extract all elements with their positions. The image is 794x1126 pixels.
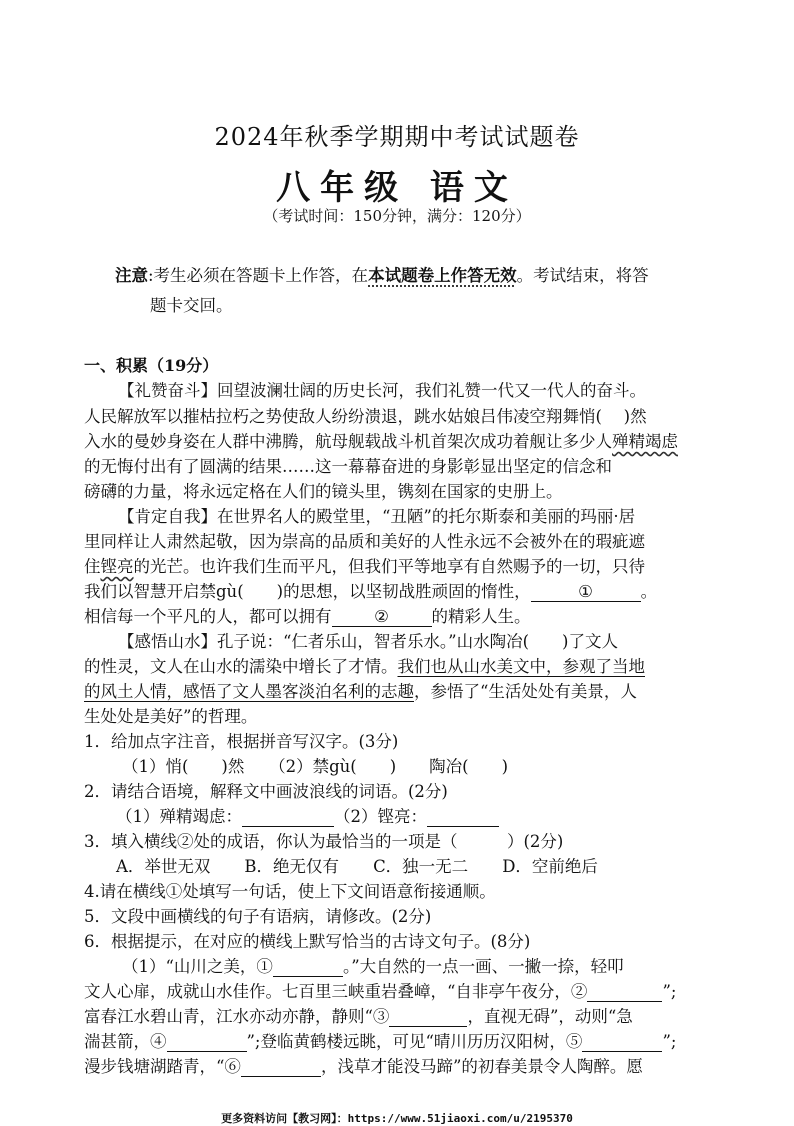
subject-title: 八年级 语文: [276, 168, 518, 208]
notice-line-1: 注意:考生必须在答题卡上作答，在本试题卷上作答无效。考试结束，将答: [115, 266, 649, 285]
para1-line1: 【礼赞奋斗】回望波澜壮阔的历史长河，我们礼赞一代又一代人的奋斗。: [118, 381, 646, 400]
notice-label: 注意: [115, 266, 148, 285]
para3-line1: 【感悟山水】孔子说：“仁者乐山，智者乐水。”山水陶冶( )了文人: [118, 632, 618, 651]
question-2: 2．请结合语境，解释文中画波浪线的词语。(2分): [84, 782, 448, 801]
question-3: 3．填入横线②处的成语，你认为最恰当的一项是（ ）(2分): [84, 832, 564, 851]
para2-line1: 【肯定自我】在世界名人的殿堂里，“丑陋”的托尔斯泰和美丽的玛丽·居: [118, 507, 636, 526]
exam-title: 2024年秋季学期期中考试试题卷: [214, 123, 580, 151]
question-1-items: （1）悄( )然 （2）禁gù( ) 陶冶( ): [122, 757, 509, 776]
question-1: 1．给加点字注音，根据拼音写汉字。(3分): [84, 732, 399, 751]
para1-line4: 的无悔付出有了圆满的结果……这一幕幕奋进的身影彰显出坚定的信念和: [84, 457, 612, 476]
faulty-sentence-a: 我们也从山水美文中，参观了当地: [397, 657, 645, 676]
blank-2: ②: [332, 607, 432, 627]
question-6: 6．根据提示，在对应的横线上默写恰当的古诗文句子。(8分): [84, 932, 531, 951]
para3-line2: 的性灵，文人在山水的濡染中增长了才情。我们也从山水美文中，参观了当地: [84, 657, 645, 676]
para1-line5: 磅礴的力量，将永远定格在人们的镜头里，镌刻在国家的史册上。: [84, 482, 563, 501]
blank-1: ①: [531, 582, 641, 602]
question-5: 5．文段中画横线的句子有语病，请修改。(2分): [84, 907, 432, 926]
notice-emphasis: 本试题卷上作答无效: [368, 266, 517, 285]
poem-line5: 漫步钱塘湖踏青，“⑥ ，浅草才能没马蹄”的初春美景令人陶醉。愿: [84, 1057, 643, 1076]
para2-line5: 相信每一个平凡的人，都可以拥有 ② 的精彩人生。: [84, 607, 531, 626]
poem-line3: 富春江水碧山青，江水亦动亦静，静则“③ ，直视无碍”，动则“急: [84, 1007, 633, 1026]
para2-line4: 我们以智慧开启禁gù( )的思想，以坚韧战胜顽固的惰性， ① 。: [84, 582, 658, 601]
question-2-items: （1）殚精竭虑： （2）铿亮：: [116, 803, 499, 827]
wavy-term-1: 殚精竭虑: [612, 432, 678, 451]
poem-line4: 湍甚箭，④ ”;登临黄鹤楼远眺，可见“晴川历历汉阳树，⑤ ”;: [84, 1032, 677, 1051]
para1-line2: 人民解放军以摧枯拉朽之势使敌人纷纷溃退，跳水姑娘吕伟凌空翔舞悄( )然: [84, 407, 647, 426]
para3-line4: 生处处是美好”的哲理。: [84, 707, 258, 726]
question-4: 4.请在横线①处填写一句话，使上下文间语意衔接通顺。: [84, 882, 496, 901]
para2-line2: 里同样让人肃然起敬，因为崇高的品质和美好的人性永远不会被外在的瑕疵遮: [84, 532, 645, 551]
option-d: D．空前绝后: [502, 857, 598, 876]
para1-line3: 入水的曼妙身姿在人群中沸腾，航母舰载战斗机首架次成功着舰让多少人殚精竭虑: [84, 432, 678, 451]
para2-line3: 住铿亮的光芒。也许我们生而平凡，但我们平等地享有自然赐予的一切，只待: [84, 557, 645, 576]
poem-line1: （1）“山川之美，① 。”大自然的一点一画、一撇一捺，轻叩: [122, 957, 624, 976]
notice-line-2: 题卡交回。: [150, 296, 233, 315]
exam-info: （考试时间：150分钟，满分：120分）: [263, 207, 531, 225]
option-a: A．举世无双: [116, 857, 211, 876]
poem-line2: 文人心扉，成就山水佳作。七百里三峡重岩叠嶂，“自非亭午夜分，② ”;: [84, 982, 677, 1001]
section-heading: 一、积累（19分）: [84, 356, 219, 375]
footer-link[interactable]: 更多资料访问【教习网】：https://www.51jiaoxi.com/u/2195370: [221, 1112, 573, 1125]
wavy-term-2: 铿亮: [100, 557, 134, 576]
para3-line3: 的风土人情，感悟了文人墨客淡泊名利的志趣，参悟了“生活处处有美景，人: [84, 682, 637, 701]
option-c: C．独一无二: [373, 857, 469, 876]
option-b: B．绝无仅有: [244, 857, 340, 876]
faulty-sentence-b: 的风土人情，感悟了文人墨客淡泊名利的志趣: [84, 682, 414, 701]
question-3-options: [116, 853, 598, 877]
